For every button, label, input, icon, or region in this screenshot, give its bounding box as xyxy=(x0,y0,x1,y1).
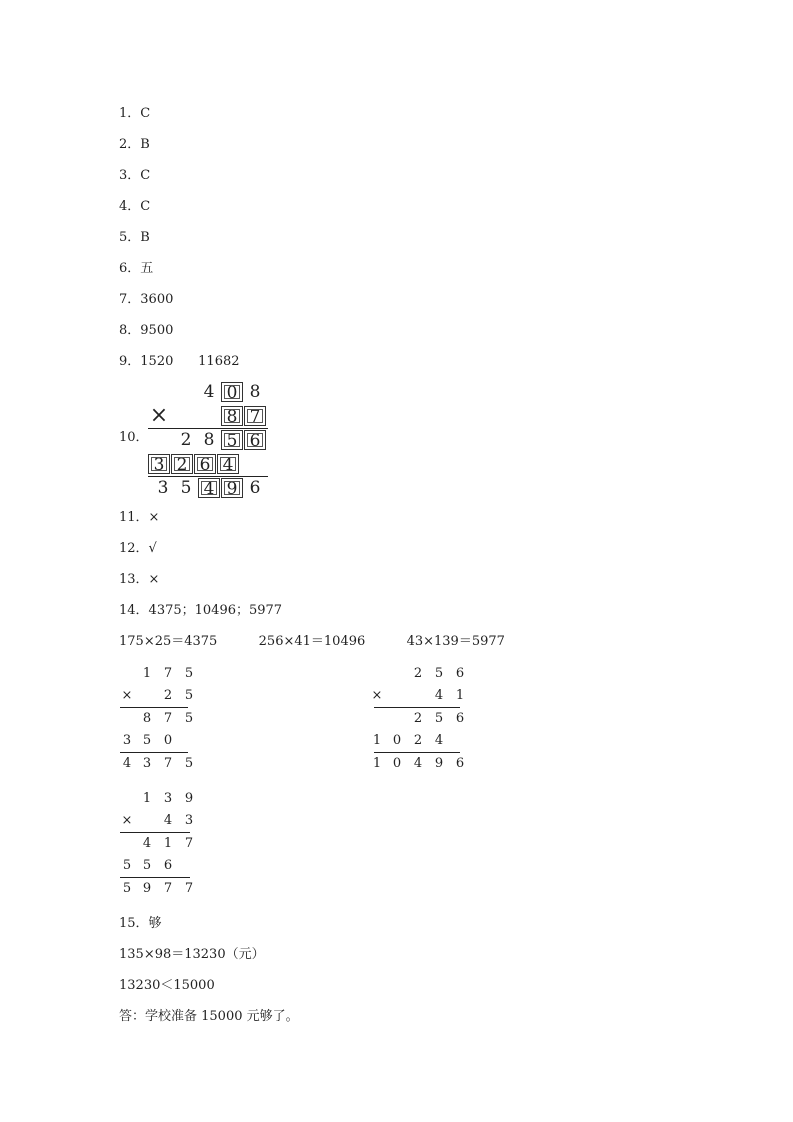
digit: 9 xyxy=(434,756,444,771)
divider-line xyxy=(374,752,460,753)
answer-5: 5．B xyxy=(119,230,150,245)
digit-box: 2 xyxy=(171,454,193,474)
digit: 0 xyxy=(392,756,402,771)
answer-1: 1．C xyxy=(119,106,151,121)
digit: 5 xyxy=(122,858,132,873)
divider-line xyxy=(120,752,188,753)
digit-box: 0 xyxy=(221,382,243,402)
digit: 6 xyxy=(163,858,173,873)
calc-175x25 xyxy=(116,664,196,776)
digit-box: 4 xyxy=(217,454,239,474)
answer-11: 11．× xyxy=(119,510,160,525)
digit: 1 xyxy=(372,756,382,771)
q10-row-5 xyxy=(146,478,270,498)
answer-15-line-1: 135×98＝13230（元） xyxy=(119,947,265,962)
digit: 7 xyxy=(163,711,173,726)
digit: 4 xyxy=(142,836,152,851)
digit: 6 xyxy=(455,711,465,726)
digit: 3 xyxy=(122,733,132,748)
digit: 7 xyxy=(184,836,194,851)
digit-box: 7 xyxy=(244,406,266,426)
answer-6: 6．五 xyxy=(119,261,154,276)
digit: 1 xyxy=(455,688,465,703)
digit: 9 xyxy=(184,791,194,806)
divider-line xyxy=(374,707,460,708)
digit: 6 xyxy=(455,756,465,771)
answer-3: 3．C xyxy=(119,168,151,183)
digit: 3 xyxy=(163,791,173,806)
digit: 6 xyxy=(249,478,261,498)
answer-10-label: 10． xyxy=(119,430,149,445)
answer-14: 14．4375；10496；5977 xyxy=(119,603,283,618)
digit: 4 xyxy=(122,756,132,771)
digit: 5 xyxy=(122,881,132,896)
digit: 7 xyxy=(163,756,173,771)
calc-139x43 xyxy=(116,789,196,901)
digit: 5 xyxy=(184,688,194,703)
digit: 7 xyxy=(163,666,173,681)
divider-line xyxy=(120,707,188,708)
digit: 4 xyxy=(203,382,215,402)
digit-box: 4 xyxy=(198,478,220,498)
digit: 5 xyxy=(142,858,152,873)
answer-12: 12．√ xyxy=(119,541,157,556)
digit: 0 xyxy=(392,733,402,748)
answer-13: 13．× xyxy=(119,572,160,587)
digit: 4 xyxy=(413,756,423,771)
digit: 5 xyxy=(142,733,152,748)
digit: 1 xyxy=(372,733,382,748)
digit-box: 6 xyxy=(194,454,216,474)
q10-row-3 xyxy=(146,430,270,450)
digit: 6 xyxy=(455,666,465,681)
digit: 8 xyxy=(203,430,215,450)
digit: 5 xyxy=(180,478,192,498)
answer-14-equations: 175×25＝4375 256×41＝10496 43×139＝5977 xyxy=(119,634,505,649)
digit: 4 xyxy=(434,688,444,703)
digit: 3 xyxy=(142,756,152,771)
digit: 5 xyxy=(434,666,444,681)
digit: 8 xyxy=(249,382,261,402)
answer-8: 8．9500 xyxy=(119,323,174,338)
digit: 1 xyxy=(163,836,173,851)
multiply-sign: × xyxy=(371,688,383,703)
answer-9: 9．1520 11682 xyxy=(119,354,240,369)
answer-15-line-2: 13230＜15000 xyxy=(119,978,215,993)
digit: 2 xyxy=(163,688,173,703)
digit: 2 xyxy=(180,430,192,450)
q10-row-4 xyxy=(146,454,270,474)
digit-box: 6 xyxy=(244,430,266,450)
digit-box: 5 xyxy=(221,430,243,450)
digit: 7 xyxy=(184,881,194,896)
calc-256x41 xyxy=(366,664,466,776)
q10-vertical-multiplication xyxy=(146,382,270,500)
divider-line xyxy=(120,832,190,833)
answer-15: 15．够 xyxy=(119,916,162,931)
answer-2: 2．B xyxy=(119,137,150,152)
multiply-sign: × xyxy=(149,403,169,428)
answer-7: 7．3600 xyxy=(119,292,174,307)
multiply-sign: × xyxy=(121,688,133,703)
digit: 4 xyxy=(163,813,173,828)
digit: 3 xyxy=(157,478,169,498)
digit-box: 8 xyxy=(221,406,243,426)
digit: 5 xyxy=(434,711,444,726)
digit: 2 xyxy=(413,666,423,681)
digit: 1 xyxy=(142,666,152,681)
answer-15-line-3: 答：学校准备 15000 元够了。 xyxy=(119,1009,299,1024)
digit-box: 3 xyxy=(148,454,170,474)
digit: 4 xyxy=(434,733,444,748)
digit: 8 xyxy=(142,711,152,726)
digit: 5 xyxy=(184,666,194,681)
digit: 2 xyxy=(413,711,423,726)
q10-row-2 xyxy=(146,403,270,428)
digit: 9 xyxy=(142,881,152,896)
q10-row-1 xyxy=(146,382,270,402)
digit: 5 xyxy=(184,756,194,771)
divider-line xyxy=(148,476,268,477)
digit: 1 xyxy=(142,791,152,806)
divider-line xyxy=(148,428,268,429)
digit: 2 xyxy=(413,733,423,748)
digit: 7 xyxy=(163,881,173,896)
digit: 5 xyxy=(184,711,194,726)
multiply-sign: × xyxy=(121,813,133,828)
digit: 0 xyxy=(163,733,173,748)
answer-4: 4．C xyxy=(119,199,151,214)
digit-box: 9 xyxy=(221,478,243,498)
digit: 3 xyxy=(184,813,194,828)
divider-line xyxy=(120,877,190,878)
